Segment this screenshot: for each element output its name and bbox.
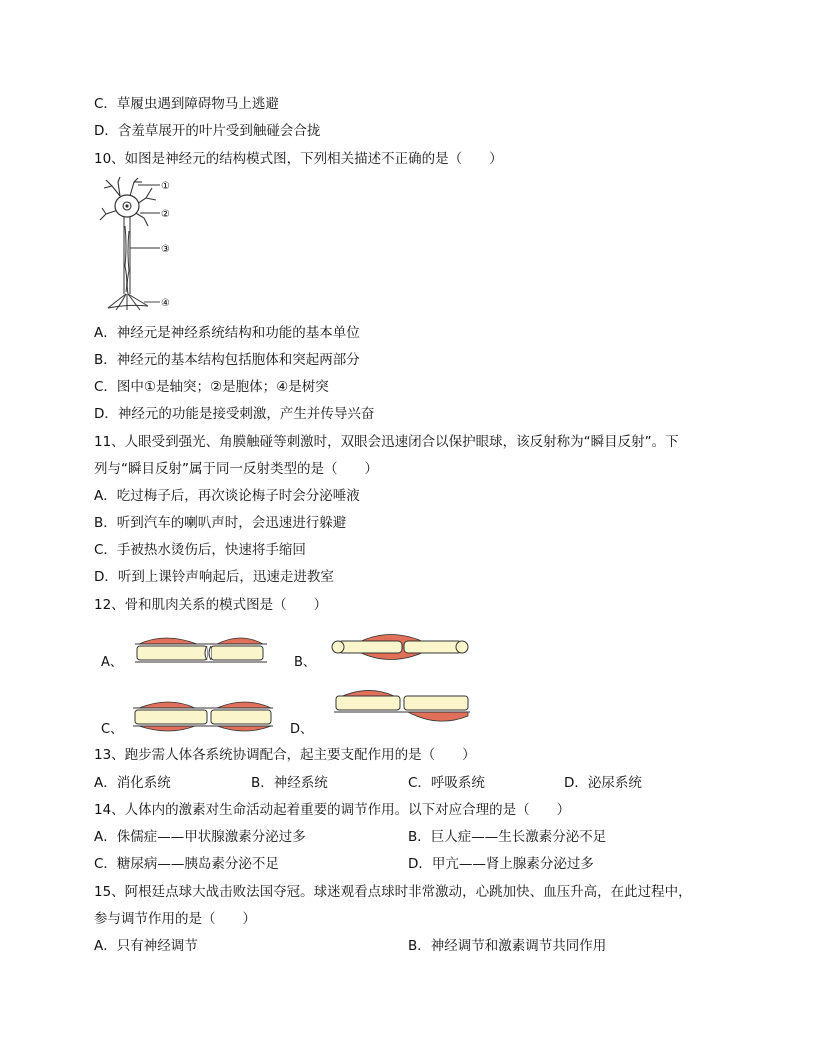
muscle [139,726,195,731]
q12-figure-d [328,684,473,730]
bone [338,641,402,653]
bone-end [332,641,344,653]
q11-stem-line1: 11、人眼受到强光、角膜触碰等刺激时，双眼会迅速闭合以保护眼球，该反射称为“瞬目反射”。下 [94,434,679,450]
q11-option-c: C．手被热水烫伤后，快速将手缩回 [94,542,306,558]
muscle [139,638,197,644]
q12-figure-a [125,630,270,668]
q12-figure-a-svg [125,630,270,668]
q12-label-c: C、 [101,722,124,737]
q9-option-d: D．含羞草展开的叶片受到触碰会合拢 [94,123,321,139]
neuron-terminals [108,294,148,310]
neuron-nucleolus [125,204,128,207]
label-1: ① [161,181,170,192]
q10-option-d: D．神经元的功能是接受刺激，产生并传导兴奋 [94,406,375,422]
q11-option-a: A．吃过梅子后，再次谈论梅子时会分泌唾液 [94,488,360,504]
q10-stem: 10、如图是神经元的结构模式图，下列相关描述不正确的是（ ） [94,151,503,167]
q15-option-a: A．只有神经调节 [94,938,198,954]
neuron-axon [124,217,130,294]
bone [404,696,468,710]
bone [137,646,207,660]
joint [209,646,211,660]
q10-option-c: C．图中①是轴突；②是胞体；④是树突 [94,379,329,395]
q12-label-d: D、 [290,722,314,737]
q12-label-a: A、 [101,655,123,670]
q13-stem: 13、跑步需人体各系统协调配合，起主要支配作用的是（ ） [94,747,476,763]
bone [211,710,271,724]
label-4: ④ [161,298,170,309]
q14-option-a: A．侏儒症——甲状腺激素分泌过多 [94,829,306,845]
q14-option-c: C．糖尿病——胰岛素分泌不足 [94,856,279,872]
q15-option-b: B．神经调节和激素调节共同作用 [408,938,607,954]
bone [336,696,400,710]
q12-figure-c [125,696,275,736]
q11-stem-line2: 列与“瞬目反射”属于同一反射类型的是（ ） [94,461,378,477]
q15-stem-line1: 15、阿根廷点球大战击败法国夺冠。球迷观看点球时非常激动，心跳加快、血压升高，在此过程中， [94,884,692,900]
q9-option-c: C．草履虫遇到障碍物马上逃避 [94,96,279,112]
q12-stem: 12、骨和肌肉关系的模式图是（ ） [94,597,328,613]
q12-figure-b-svg [330,624,470,670]
muscle [217,638,263,644]
q14-stem: 14、人体内的激素对生命活动起着重要的调节作用。以下对应合理的是（ ） [94,802,571,818]
q11-option-d: D．听到上课铃声响起后，迅速走进教室 [94,569,334,585]
q11-option-b: B．听到汽车的喇叭声时，会迅速进行躲避 [94,515,347,531]
q12-figure-d-svg [328,684,473,730]
bone [211,646,263,660]
bone [404,641,462,653]
bone [135,710,207,724]
q15-stem-line2: 参与调节作用的是（ ） [94,911,256,927]
label-2: ② [161,209,170,220]
q13-option-a: A．消化系统 [94,775,171,791]
label-3: ③ [161,244,170,255]
muscle [408,712,468,721]
q10-option-b: B．神经元的基本结构包括胞体和突起两部分 [94,352,360,368]
muscle [217,726,271,731]
q12-figure-c-svg [125,696,275,736]
q14-option-b: B．巨人症——生长激素分泌不足 [408,829,607,845]
q10-option-a: A．神经元是神经系统结构和功能的基本单位 [94,325,360,341]
q13-option-b: B．神经系统 [251,775,328,791]
q13-option-c: C．呼吸系统 [408,775,485,791]
muscle [217,702,271,708]
bone-end [456,641,468,653]
q13-option-d: D．泌尿系统 [564,775,642,791]
neuron-diagram [94,176,204,316]
muscle [139,702,195,708]
q14-option-d: D．甲亢——肾上腺素分泌过多 [408,856,594,872]
neuron-svg [94,176,204,316]
q12-label-b: B、 [294,655,316,670]
q12-figure-b [330,624,470,670]
